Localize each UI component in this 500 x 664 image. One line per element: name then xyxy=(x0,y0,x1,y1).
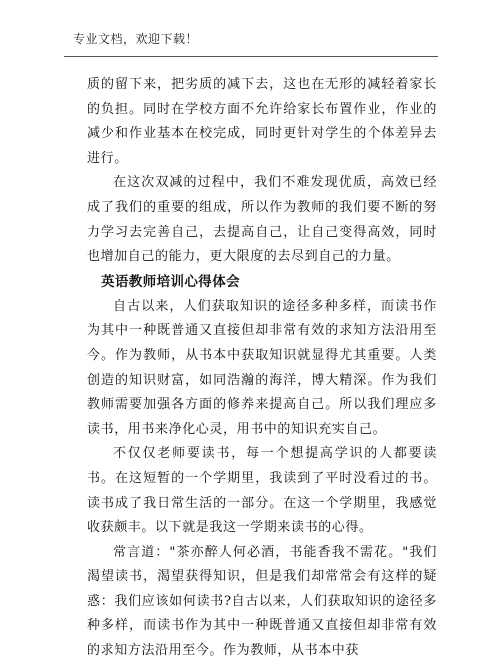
page-header: 专业文档，欢迎下载！ xyxy=(73,32,199,46)
paragraph: 自古以来，人们获取知识的途径多种多样，而读书作为其中一种既普通又直接但却非常有效的求知方法沿用至今。作为教师，从书本中获取知识就显得尤其重要。人类创造的知识财富，如同浩瀚的海洋，博大精深。作为我们教师需要加强各方面的修养来提高自己。所以我们理应多读书，用书来净化心灵，用书中的知识充实自己。 xyxy=(87,298,437,437)
paragraph: 质的留下来，把劣质的减下去，这也在无形的减轻着家长的负担。同时在学校方面不允许给家长布置作业，作业的减少和作业基本在校完成，同时更针对学生的个体差异去进行。 xyxy=(87,77,437,166)
section-title: 英语教师培训心得体会 xyxy=(101,273,240,290)
header-divider xyxy=(64,56,438,57)
document-body xyxy=(87,73,437,664)
paragraph: 常言道："茶亦醉人何必酒，书能香我不需花。"我们渴望读书，渴望获得知识，但是我们却常常会有这样的疑惑：我们应该如何读书?自古以来，人们获取知识的途径多种多样，而读书作为其中一种既普通又直接但却非常有效的求知方法沿用至今。作为教师，从书本中获 xyxy=(87,544,437,659)
paragraph: 不仅仅老师要读书，每一个想提高学识的人都要读书。在这短暂的一个学期里，我读到了平时没看过的书。读书成了我日常生活的一部分。在这一个学期里，我感觉收获颇丰。以下就是我这一学期来读书的心得。 xyxy=(87,446,437,536)
paragraph: 在这次双减的过程中，我们不难发现优质，高效已经成了我们的重要的组成，所以作为教师的我们要不断的努力学习去完善自己，去提高自己，让自己变得高效，同时也增加自己的能力，更大限度的去尽到自己的力量。 xyxy=(87,175,437,265)
